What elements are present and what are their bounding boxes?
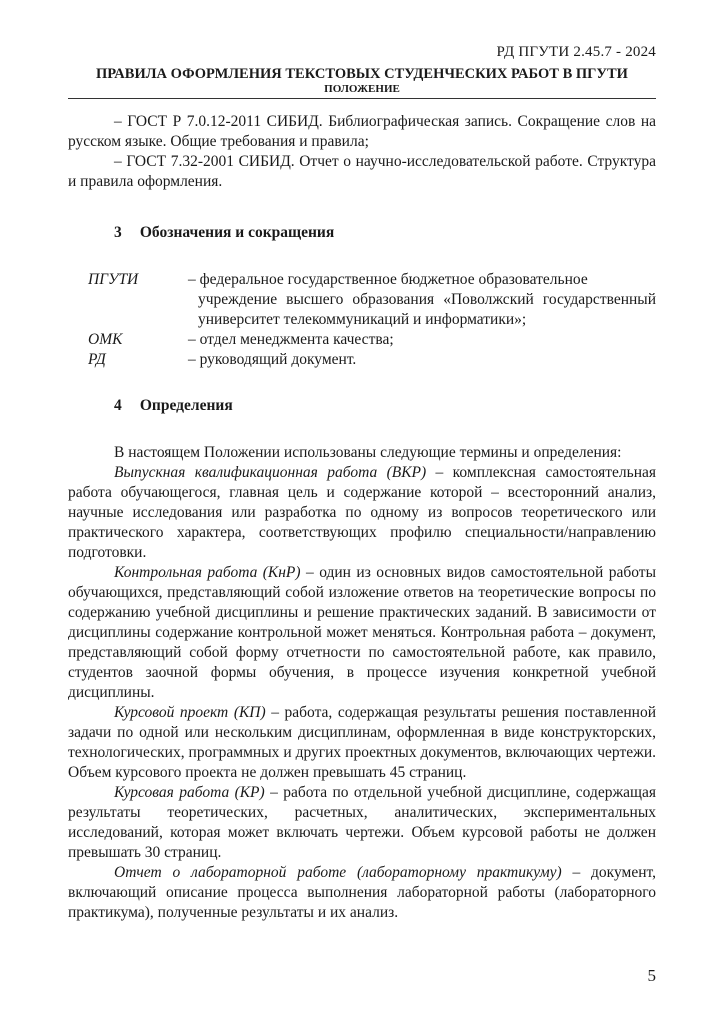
- section-number: 3: [114, 224, 122, 241]
- abbreviation-definition: – руководящий документ.: [188, 351, 357, 368]
- abbreviation-term: РД: [88, 351, 106, 368]
- definition-term: Выпускная квалификационная работа (ВКР): [114, 464, 427, 481]
- document-code: РД ПГУТИ 2.45.7 - 2024: [496, 44, 656, 60]
- abbreviation-item: [68, 330, 656, 350]
- definition-item: Курсовой проект (КП) – работа, содержащая результаты решения поставленной задачи по одной или нескольким дисциплинам, оформленная в виде конструкторских, технологических, программных и других проектных документов, включающих чертежи. Объем курсового проекта не должен превышать 45 страниц.: [68, 704, 656, 781]
- definition-item: Курсовая работа (КР) – работа по отдельной учебной дисциплине, содержащая результаты теоретических, расчетных, аналитических, экспериментальных исследований, которая может включать чертежи. Объем курсовой работы не должен превышать 30 страниц.: [68, 784, 656, 861]
- reference-item: – ГОСТ 7.32-2001 СИБИД. Отчет о научно-исследовательской работе. Структура и правила оформления.: [68, 153, 656, 190]
- abbreviation-item: [68, 270, 656, 330]
- page-number: 5: [647, 966, 656, 985]
- document-subtitle: ПОЛОЖЕНИЕ: [324, 83, 400, 95]
- reference-item: – ГОСТ Р 7.0.12-2011 СИБИД. Библиографическая запись. Сокращение слов на русском языке. Общие требования и правила;: [68, 113, 656, 150]
- definition-term: Курсовой проект (КП): [114, 704, 266, 721]
- definitions-intro: В настоящем Положении использованы следующие термины и определения:: [114, 444, 622, 461]
- section-title: Обозначения и сокращения: [139, 224, 335, 241]
- abbreviation-term: ПГУТИ: [88, 271, 139, 288]
- abbreviation-term: ОМК: [88, 331, 123, 348]
- section-heading: [68, 396, 656, 416]
- definition-item: Контрольная работа (КнР) – один из основных видов самостоятельной работы обучающихся, представляющий собой изложение ответов на теоретические вопросы по содержанию учебной дисциплины и решение практических заданий. В зависимости от дисциплины содержание контрольной может меняться. Контрольная работа – документ, представляющий собой форму отчетности по самостоятельной работе, как правило, студентов заочной формы обучения, в процессе изучения конкретной учебной дисциплины.: [68, 564, 656, 701]
- section-number: 4: [114, 397, 122, 414]
- definition-term: Курсовая работа (КР): [114, 784, 265, 801]
- section-heading: [68, 223, 656, 243]
- abbreviation-item: [68, 350, 656, 370]
- definition-term: Отчет о лабораторной работе (лабораторному практикуму): [114, 864, 562, 881]
- definition-item: Выпускная квалификационная работа (ВКР) – комплексная самостоятельная работа обучающегося, главная цель и содержание которой – всесторонний анализ, научные исследования или разработка по одному из вопросов теоретического или практического характера, соответствующих профилю специальности/направлению подготовки.: [68, 464, 657, 561]
- section-title: Определения: [139, 397, 233, 414]
- abbreviation-definition: – федеральное государственное бюджетное образовательное учреждение высшего образования «Поволжский государственный университет телекоммуникаций и информатики»;: [188, 271, 656, 328]
- definition-item: Отчет о лабораторной работе (лабораторному практикуму) – документ, включающий описание процесса выполнения лабораторной работы (лабораторного практикума), полученные результаты и их анализ.: [68, 864, 656, 921]
- header-divider: [68, 98, 656, 99]
- definition-term: Контрольная работа (КнР): [114, 564, 301, 581]
- document-title: ПРАВИЛА ОФОРМЛЕНИЯ ТЕКСТОВЫХ СТУДЕНЧЕСКИХ РАБОТ В ПГУТИ: [96, 66, 628, 82]
- document-body: [68, 112, 656, 923]
- abbreviation-definition: – отдел менеджмента качества;: [188, 331, 394, 348]
